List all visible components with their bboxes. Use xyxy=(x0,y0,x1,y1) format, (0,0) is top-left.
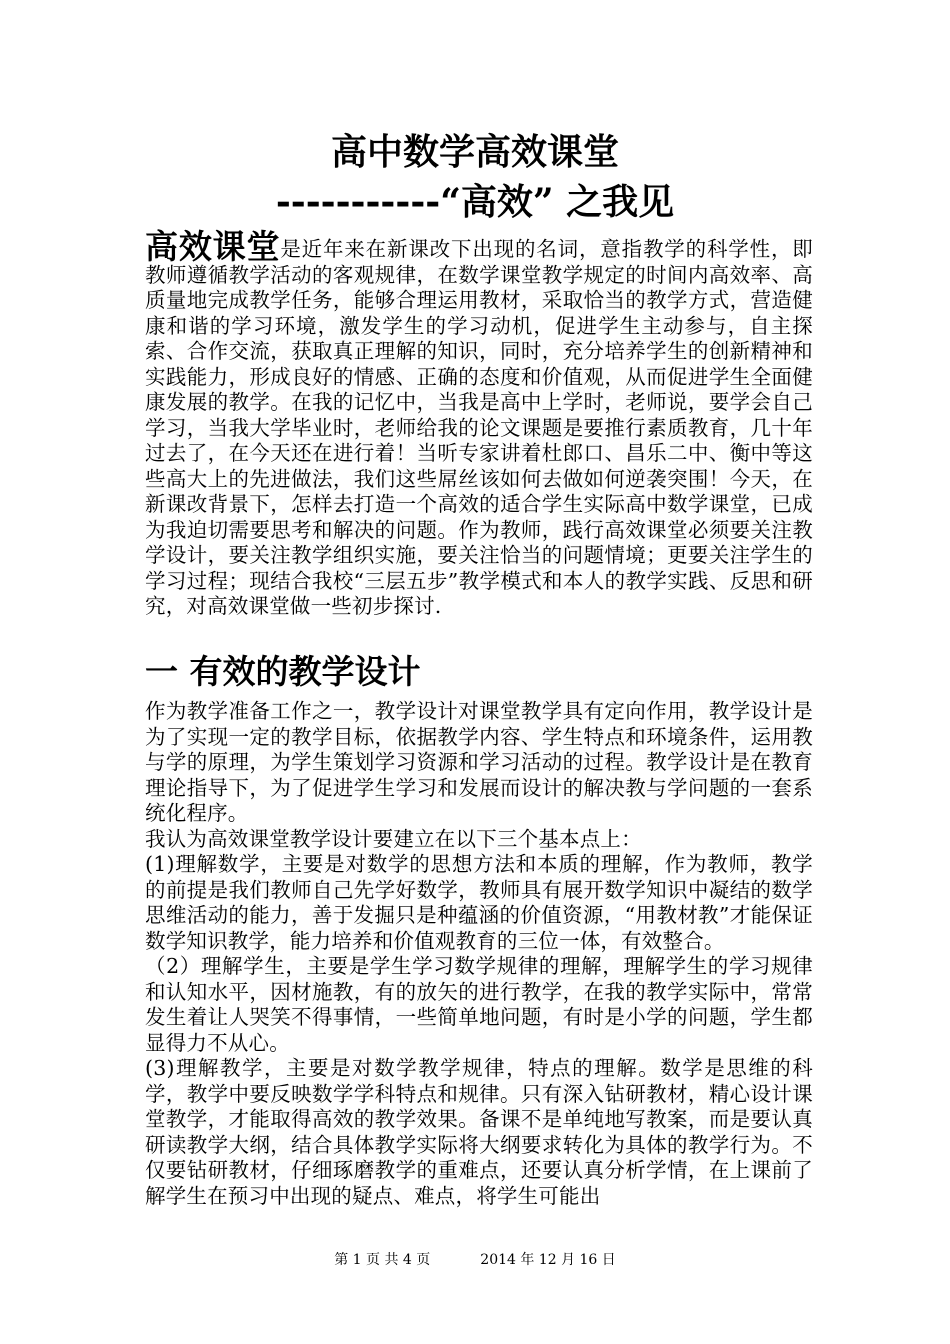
document-subtitle: -----------“高效” 之我见 xyxy=(275,181,675,223)
page-footer xyxy=(0,1251,950,1269)
section-1-body xyxy=(145,699,813,1209)
footer-date: 2014 年 12 月 16 日 xyxy=(480,1252,616,1268)
section-1-heading: 一 有效的教学设计 xyxy=(145,652,421,691)
section-1-paragraph: 我认为高效课堂教学设计要建立在以下三个基本点上： xyxy=(145,826,642,851)
section-1-paragraph: (1)理解数学，主要是对数学的思想方法和本质的理解，作为教师，教学的前提是我们教师自己先学好数学，教师具有展开数学知识中凝结的数学思维活动的能力，善于发掘只是种蕴涵的价值资源，“用教材教”才能保证数学知识教学，能力培养和价值观教育的三位一体，有效整合。 xyxy=(145,852,813,953)
footer-page-info: 第 1 页 共 4 页 xyxy=(334,1252,431,1268)
document-title: 高中数学高效课堂 xyxy=(330,131,619,173)
section-1-paragraph: 作为教学准备工作之一，教学设计对课堂教学具有定向作用，教学设计是为了实现一定的教学目标，依据教学内容、学生特点和环境条件，运用教与学的原理，为学生策划学习资源和学习活动的过程。教学设计是在教育理论指导下，为了促进学生学习和发展而设计的解决教与学问题的一套系统化程序。 xyxy=(145,699,813,825)
section-1-paragraph: （2）理解学生，主要是学生学习数学规律的理解，理解学生的学习规律和认知水平，因材施教，有的放矢的进行教学，在我的教学实际中，常常发生着让人哭笑不得事情，一些简单地问题，有时是小学的问题，学生都显得力不从心。 xyxy=(145,954,813,1055)
intro-paragraph xyxy=(145,227,813,620)
section-1-paragraph: (3)理解教学，主要是对数学教学规律，特点的理解。数学是思维的科学，教学中要反映数学学科特点和规律。只有深入钻研教材，精心设计课堂教学，才能取得高效的教学效果。备课不是单纯地写教案，而是要认真研读教学大纲，结合具体教学实际将大纲要求转化为具体的教学行为。不仅要钻研教材，仔细琢磨教学的重难点，还要认真分析学情，在上课前了解学生在预习中出现的疑点、难点，将学生可能出 xyxy=(145,1056,813,1208)
intro-text: 是近年来在新课改下出现的名词，意指教学的科学性，即教师遵循教学活动的客观规律，在数学课堂教学规定的时间内高效率、高质量地完成教学任务，能够合理运用教材，采取恰当的教学方式，营造健康和谐的学习环境，激发学生的学习动机，促进学生主动参与，自主探索、合作交流，获取真正理解的知识，同时，充分培养学生的创新精神和实践能力，形成良好的情感、正确的态度和价值观，从而促进学生全面健康发展的教学。在我的记忆中，当我是高中上学时，老师说，要学会自己学习，当我大学毕业时，老师给我的论文课题是要推行素质教育，几十年过去了，在今天还在进行着！当听专家讲着杜郎口、昌乐二中、衡中等这些高大上的先进做法，我们这些屌丝该如何去做如何逆袭突围！今天，在新课改背景下，怎样去打造一个高效的适合学生实际高中数学课堂，已成为我迫切需要思考和解决的问题。作为教师，践行高效课堂必须要关注教学设计，要关注教学组织实施，要关注恰当的问题情境；更要关注学生的学习过程；现结合我校“三层五步”教学模式和本人的教学实践、反思和研究，对高效课堂做一些初步探讨. xyxy=(145,237,813,618)
intro-dropcap: 高效课堂 xyxy=(145,227,281,266)
